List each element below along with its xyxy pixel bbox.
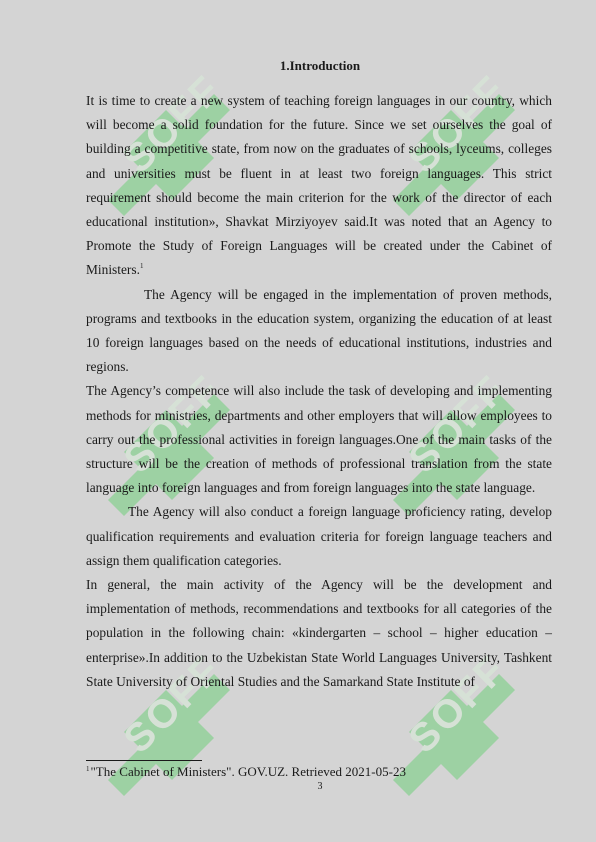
watermark-logo: SOFF — [80, 350, 250, 520]
paragraph: The Agency’s competence will also include the task of developing and implementing methods for ministries, departments and other employers that will allow employees to carry out the professional activities in foreign languages.One of the main tasks of the structure will be the creation of methods of professional translation from the state language into foreign languages and from foreign languages into the state language. — [86, 383, 552, 496]
watermark-logo: SOFF — [365, 630, 535, 800]
section-title: 1.Introduction — [279, 58, 361, 73]
watermark-logo: SOFF — [365, 350, 535, 520]
document-body — [86, 89, 552, 694]
paragraph: The Agency will be engaged in the implementation of proven methods, programs and textbooks in the education system, organizing the education of at least 10 foreign languages based on the needs of educational institutions, industries and regions. — [86, 286, 552, 375]
paragraph — [86, 89, 552, 283]
footnote — [86, 764, 552, 780]
page-number: 3 — [317, 781, 323, 792]
paragraph: The Agency will also conduct a foreign language proficiency rating, develop qualification requirements and evaluation criteria for foreign language teachers and assign them qualification categories. — [86, 504, 552, 568]
footnote-divider — [86, 760, 202, 761]
watermark-logo: SOFF — [80, 630, 250, 800]
footnote-text: "The Cabinet of Ministers". GOV.UZ. Retrieved 2021-05-23 — [90, 764, 406, 779]
footnote-marker: 1 — [86, 765, 90, 773]
paragraph: In general, the main activity of the Agency will be the development and implementation of methods, recommendations and textbooks for all categories of the population in the following chain: «kindergarten – school – higher education – enterprise».In addition to the Uzbekistan State World Languages University, Tashkent State University of Oriental Studies and the Samarkand State Institute of — [86, 577, 552, 689]
watermark-logo: SOFF — [80, 50, 250, 220]
paragraph-text: It is time to create a new system of teaching foreign languages in our country, which will become a solid foundation for the future. Since we set ourselves the goal of building a competitive state, from now on the graduates of schools, lyceums, colleges and universities must be fluent in at least two foreign languages. This strict requirement should become the main criterion for the work of the director of each educational institution», Shavkat Mirziyoyev said.It was noted that an Agency to Promote the Study of Foreign Languages will be created under the Cabinet of Ministers. — [86, 93, 552, 278]
footnote-reference[interactable]: 1 — [139, 262, 144, 271]
watermark-logo: SOFF — [365, 50, 535, 220]
